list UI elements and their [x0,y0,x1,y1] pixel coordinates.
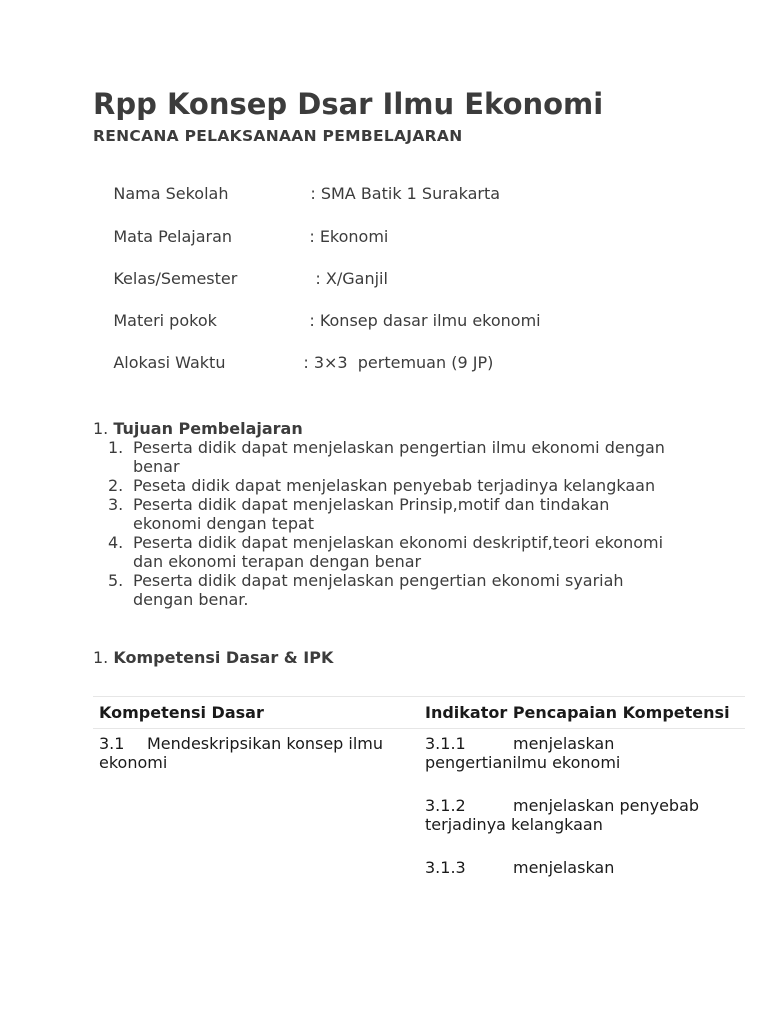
objectives-list [108,438,668,609]
competency-code: 3.1 [99,734,125,753]
list-item-text: Peserta didik dapat menjelaskan pengertian ilmu ekonomi dengan benar [133,438,665,476]
section-number: 1. [93,648,109,667]
info-value: : SMA Batik 1 Surakarta [310,184,501,203]
info-label: Materi pokok [113,311,217,330]
list-item-text: Peserta didik dapat menjelaskan Prinsip,motif dan tindakan ekonomi dengan tepat [133,495,610,533]
info-label: Mata Pelajaran [113,227,233,246]
list-item-number: 3. [108,495,124,514]
section-heading-objectives [93,419,303,439]
competency-table [93,696,745,901]
info-label: Kelas/Semester [113,269,238,288]
list-item [108,476,668,495]
info-value: : Konsep dasar ilmu ekonomi [309,311,541,330]
info-value: : X/Ganjil [310,269,388,288]
section-heading-competencies [93,648,333,668]
table-header-indicator: Indikator Pencapaian Kompetensi [419,697,745,729]
list-item-text: Peserta didik dapat menjelaskan pengertian ekonomi syariah dengan benar. [133,571,624,609]
list-item [108,571,668,609]
document-title: Rpp Konsep Dsar Ilmu Ekonomi [93,87,604,121]
info-row-time-allocation [93,333,493,393]
document-subtitle: RENCANA PELAKSANAAN PEMBELAJARAN [93,127,463,145]
table-cell-competency [93,729,419,902]
indicator-text: menjelaskan [513,858,615,877]
indicator-item [425,858,739,877]
info-label: Alokasi Waktu [113,353,226,372]
section-title: Tujuan Pembelajaran [113,419,303,438]
indicator-text: menjelaskan pengertianilmu ekonomi [425,734,621,772]
info-value: : Ekonomi [309,227,389,246]
list-item-number: 5. [108,571,124,590]
list-item-number: 2. [108,476,124,495]
indicator-code: 3.1.3 [425,858,466,877]
list-item-text: Peseta didik dapat menjelaskan penyebab terjadinya kelangkaan [133,476,656,495]
table-header-basic-competency: Kompetensi Dasar [93,697,419,729]
list-item [108,495,668,533]
indicator-code: 3.1.2 [425,796,466,815]
list-item [108,533,668,571]
indicator-code: 3.1.1 [425,734,466,753]
table-cell-indicators [419,729,745,902]
list-item [108,438,668,476]
list-item-number: 4. [108,533,124,552]
info-value: : 3×3 pertemuan (9 JP) [303,353,494,372]
info-label: Nama Sekolah [113,184,229,203]
table-header-row [93,697,745,729]
table-row [93,729,745,902]
indicator-item [425,796,739,834]
list-item-number: 1. [108,438,124,457]
competency-text: Mendeskripsikan konsep ilmu ekonomi [99,734,384,772]
indicator-text: menjelaskan penyebab terjadinya kelangkaan [425,796,700,834]
indicator-item [425,734,739,772]
list-item-text: Peserta didik dapat menjelaskan ekonomi deskriptif,teori ekonomi dan ekonomi terapan dengan benar [133,533,664,571]
section-title: Kompetensi Dasar & IPK [113,648,334,667]
section-number: 1. [93,419,109,438]
